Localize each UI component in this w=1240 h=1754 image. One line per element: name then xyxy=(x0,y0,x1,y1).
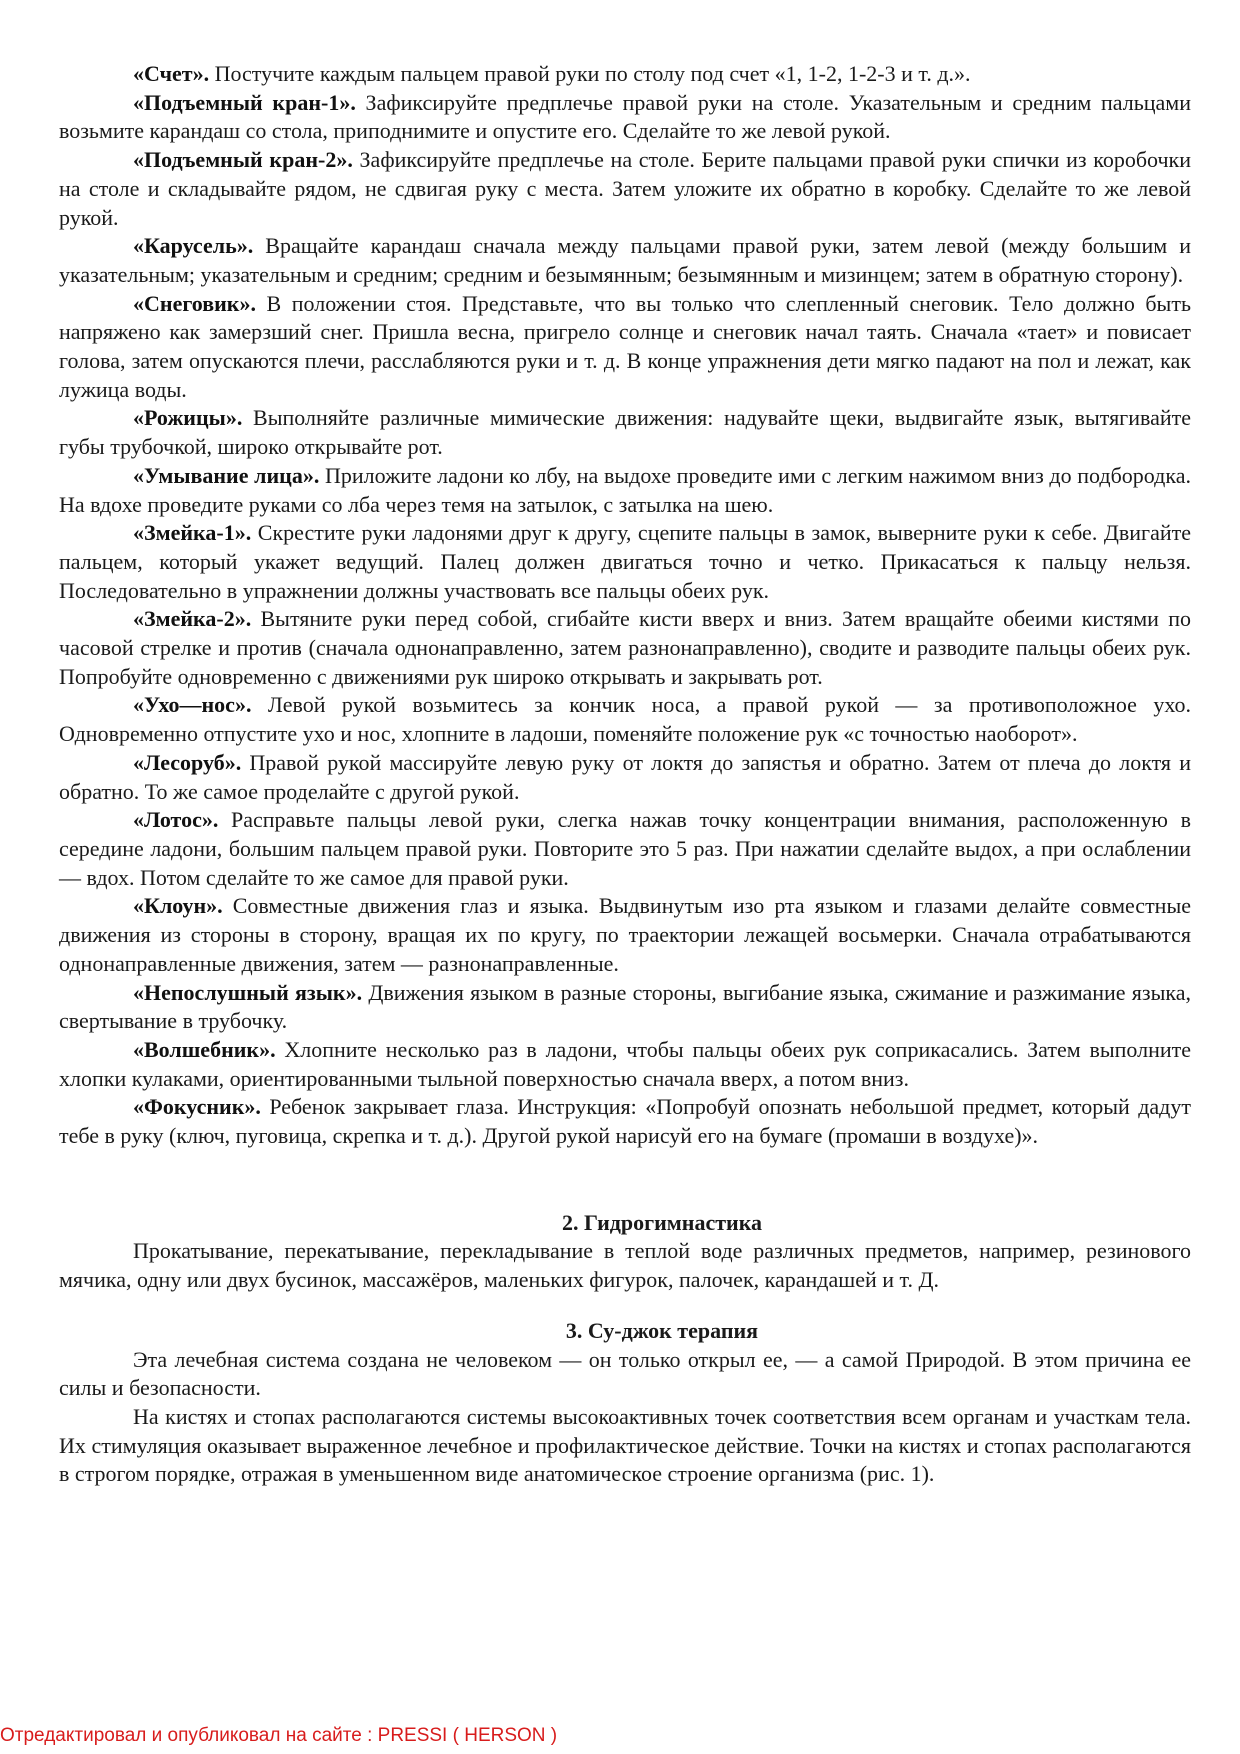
section-paragraph: Прокатывание, перекатывание, перекладывание в теплой воде различных предметов, например, резинового мячика, одну или двух бусинок, массажёров, маленьких фигурок, палочек, карандашей и т. Д. xyxy=(59,1238,1191,1293)
exercise-paragraph xyxy=(59,60,1191,89)
exercise-title: «Карусель». xyxy=(133,233,254,259)
section-heading: 3. Су-джок терапия xyxy=(565,1317,759,1343)
exercise-title: «Волшебник». xyxy=(133,1036,276,1062)
publisher-footer: Отредактировал и опубликовал на сайте : PRESSI ( HERSON ) xyxy=(0,1725,558,1746)
exercise-text: Расправьте пальцы левой руки, слегка нажав точку концентрации внимания, расположенную в середине ладони, большим пальцем правой руки. Повторите это 5 раз. При нажатии сделайте выдох, а при ослаблении — вдох. Потом сделайте то же самое для правой руки. xyxy=(59,807,1191,890)
section-su-jok-therapy xyxy=(59,1317,1191,1489)
exercise-title: «Снеговик». xyxy=(133,290,256,316)
exercise-paragraph xyxy=(59,892,1191,978)
exercise-paragraph xyxy=(59,749,1191,806)
section-hydrogymnastics xyxy=(59,1209,1191,1295)
exercise-text: Левой рукой возьмитесь за кончик носа, а правой рукой — за противоположное ухо. Одновременно отпустите ухо и нос, хлопните в ладоши, поменяйте положение рук «с точностью наоборот». xyxy=(59,692,1191,747)
exercise-title: «Непослушный язык». xyxy=(133,979,363,1005)
exercise-paragraph xyxy=(59,1093,1191,1150)
exercise-title: «Подъемный кран-2». xyxy=(133,147,353,173)
exercise-paragraph xyxy=(59,290,1191,405)
exercise-paragraph xyxy=(59,519,1191,605)
exercise-paragraph xyxy=(59,89,1191,146)
exercise-paragraph xyxy=(59,605,1191,691)
exercise-text: Зафиксируйте предплечье на столе. Берите пальцами правой руки спички из коробочки на столе и складывайте рядом, не сдвигая руку с места. Затем уложите их обратно в коробку. Сделайте то же левой рукой. xyxy=(59,147,1191,230)
exercise-title: «Змейка-1». xyxy=(133,520,252,546)
section-paragraph: На кистях и стопах располагаются системы высокоактивных точек соответствия всем органам и участкам тела. Их стимуляция оказывает выраженное лечебное и профилактическое действие. Точки на кистях и стопах располагаются в строгом порядке, отражая в уменьшенном виде анатомическое строение организма (рис. 1). xyxy=(59,1403,1191,1487)
exercise-paragraph xyxy=(59,462,1191,519)
exercise-title: «Счет». xyxy=(133,61,210,86)
exercise-paragraph xyxy=(59,806,1191,892)
exercise-title: «Фокусник». xyxy=(133,1094,261,1120)
exercise-title: «Рожицы». xyxy=(133,405,243,431)
document-page xyxy=(59,60,1191,1489)
exercise-text: Правой рукой массируйте левую руку от локтя до запястья и обратно. Затем от плеча до локтя и обратно. То же самое проделайте с другой рукой. xyxy=(59,749,1191,804)
exercise-title: «Змейка-2». xyxy=(133,606,252,632)
exercise-text: Постучите каждым пальцем правой руки по столу под счет «1, 1-2, 1-2-3 и т. д.». xyxy=(209,61,971,86)
exercise-text: Ребенок закрывает глаза. Инструкция: «Попробуй опознать небольшой предмет, который дадут тебе в руку (ключ, пуговица, скрепка и т. д.). Другой рукой нарисуй его на бумаге (промаши в воздухе)». xyxy=(59,1094,1191,1149)
exercise-paragraph xyxy=(59,691,1191,748)
exercise-paragraph xyxy=(59,146,1191,232)
exercise-text: Скрестите руки ладонями друг к другу, сцепите пальцы в замок, выверните руки к себе. Двигайте пальцем, который укажет ведущий. Палец должен двигаться точно и четко. Прикасаться к пальцу нельзя. Последовательно в упражнении должны участвовать все пальцы обеих рук. xyxy=(59,520,1191,603)
exercise-text: Совместные движения глаз и языка. Выдвинутым изо рта языком и глазами делайте совместные движения из стороны в сторону, вращая их по кругу, по траектории лежащей восьмерки. Сначала отрабатываются однонаправленные движения, затем — разнонаправленные. xyxy=(59,893,1191,976)
exercise-text: Зафиксируйте предплечье правой руки на столе. Указательным и средним пальцами возьмите карандаш со стола, приподнимите и опустите его. Сделайте то же левой рукой. xyxy=(59,89,1191,144)
exercise-paragraph xyxy=(59,404,1191,461)
exercise-title: «Клоун». xyxy=(133,893,223,919)
exercise-paragraph xyxy=(59,1036,1191,1093)
exercise-text: Вытяните руки перед собой, сгибайте кисти вверх и вниз. Затем вращайте обеими кистями по часовой стрелке и против (сначала однонаправленно, затем разнонаправленно), сводите и разводите пальцы обеих рук. Попробуйте одновременно с движениями рук широко открывать и закрывать рот. xyxy=(59,606,1191,689)
exercise-paragraph xyxy=(59,232,1191,289)
section-heading: 2. Гидрогимнастика xyxy=(561,1209,763,1235)
exercise-text: Приложите ладони ко лбу, на выдохе проведите ими с легким нажимом вниз до подбородка. На вдохе проведите руками со лба через темя на затылок, с затылка на шею. xyxy=(59,462,1191,517)
exercise-title: «Лотос». xyxy=(133,807,219,833)
exercise-title: «Лесоруб». xyxy=(133,749,242,775)
exercise-paragraph xyxy=(59,979,1191,1036)
section-paragraph: Эта лечебная система создана не человеком — он только открыл ее, — а самой Природой. В этом причина ее силы и безопасности. xyxy=(59,1346,1191,1401)
exercise-title: «Подъемный кран-1». xyxy=(133,89,356,115)
exercise-title: «Умывание лица». xyxy=(133,462,320,488)
exercise-list xyxy=(59,60,1191,1151)
exercise-text: В положении стоя. Представьте, что вы только что слепленный снеговик. Тело должно быть напряжено как замерзший снег. Пришла весна, пригрело солнце и снеговик начал таять. Сначала «тает» и повисает голова, затем опускаются плечи, расслабляются руки и т. д. В конце упражнения дети мягко падают на пол и лежат, как лужица воды. xyxy=(59,290,1191,402)
exercise-text: Вращайте карандаш сначала между пальцами правой руки, затем левой (между большим и указательным; указательным и средним; средним и безымянным; безымянным и мизинцем; затем в обратную сторону). xyxy=(59,233,1191,287)
exercise-text: Движения языком в разные стороны, выгибание языка, сжимание и разжимание языка, свертывание в трубочку. xyxy=(59,979,1192,1034)
exercise-text: Выполняйте различные мимические движения: надувайте щеки, выдвигайте язык, вытягивайте губы трубочкой, широко открывайте рот. xyxy=(59,405,1191,460)
exercise-title: «Ухо—нос». xyxy=(133,692,252,718)
exercise-text: Хлопните несколько раз в ладони, чтобы пальцы обеих рук соприкасались. Затем выполните хлопки кулаками, ориентированными тыльной поверхностью сначала вверх, а потом вниз. xyxy=(59,1036,1191,1091)
